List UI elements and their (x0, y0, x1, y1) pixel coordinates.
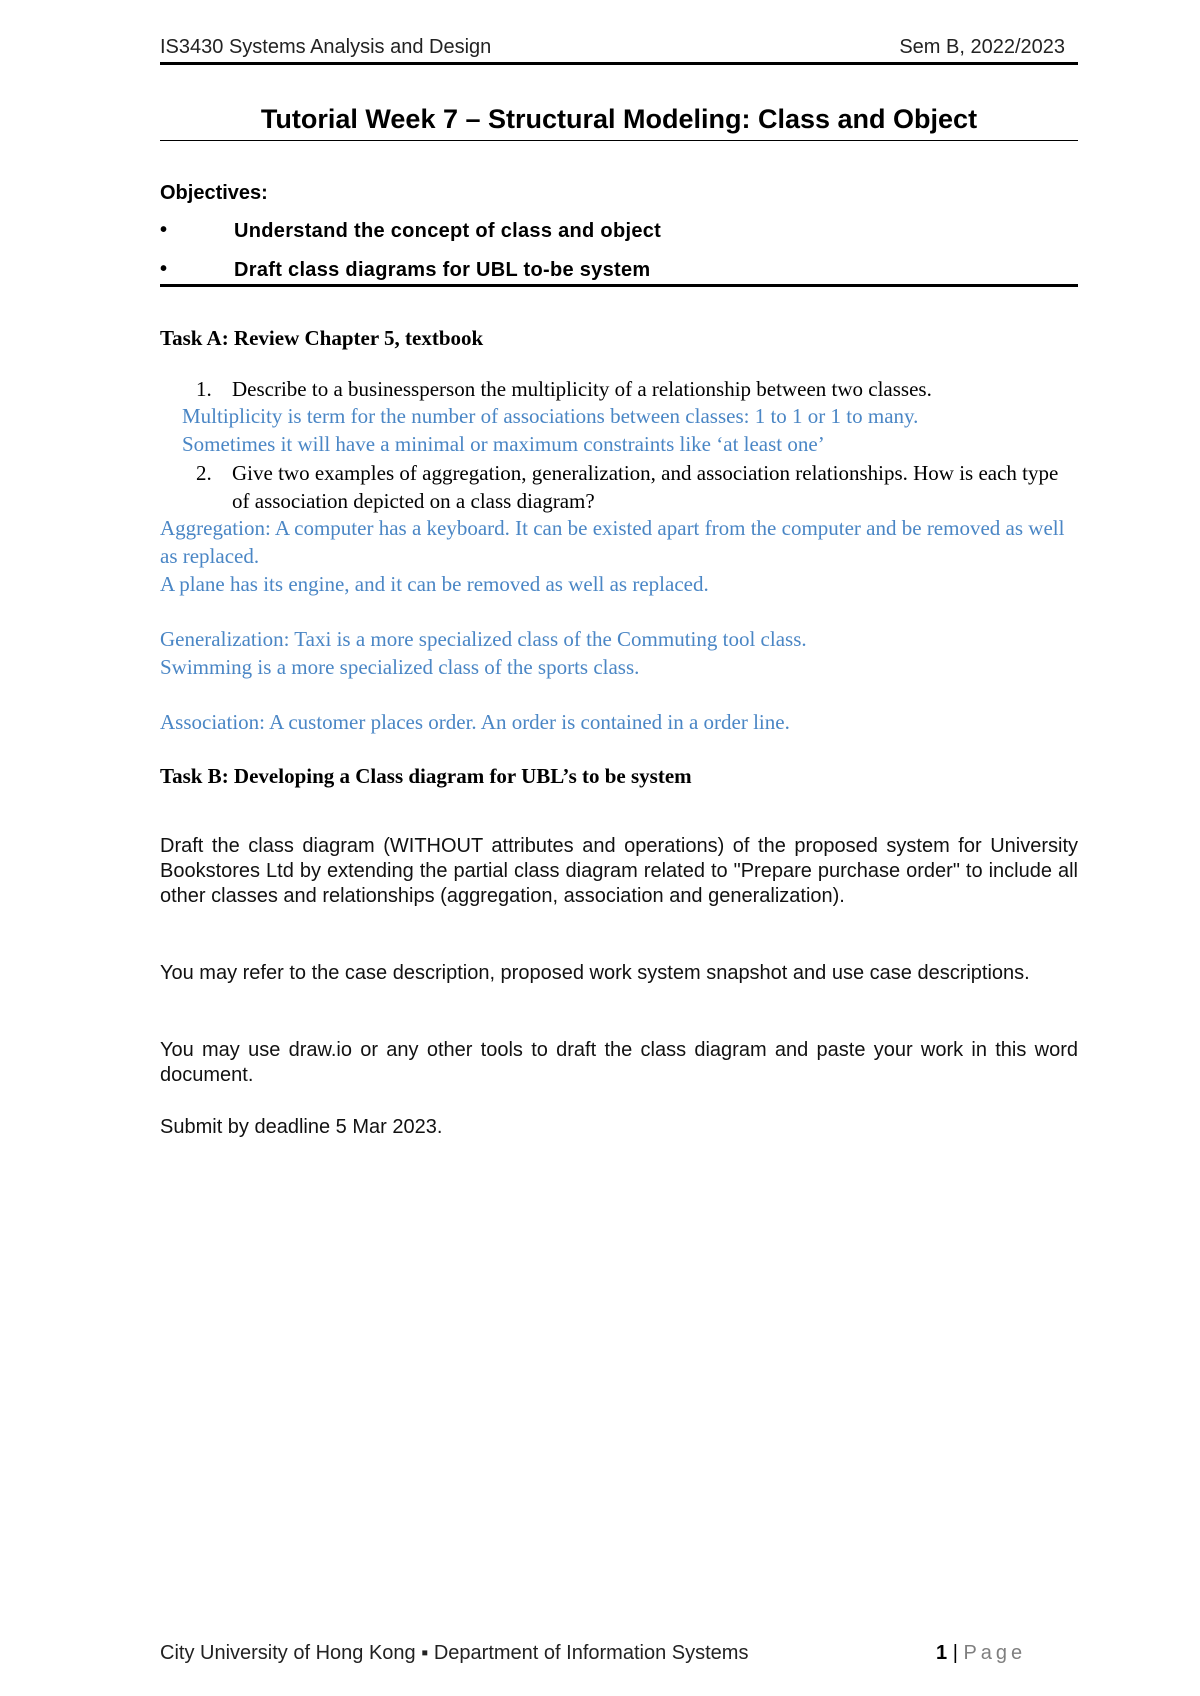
header-rule (160, 62, 1078, 65)
answer-line: Aggregation: A computer has a keyboard. It can be existed apart from the computer and be removed as well as replaced. (160, 516, 1065, 568)
objectives-rule (160, 284, 1078, 287)
page-number: 1 (936, 1642, 948, 1664)
task-a-heading: Task A: Review Chapter 5, textbook (160, 326, 484, 350)
answer-line: Swimming is a more specialized class of the sports class. (160, 655, 640, 679)
answer-line: Sometimes it will have a minimal or maximum constraints like ‘at least one’ (182, 432, 825, 456)
answer-association: Association: A customer places order. An order is contained in a order line. (160, 710, 790, 734)
task-b-paragraph: You may refer to the case description, proposed work system snapshot and use case descriptions. (160, 962, 1030, 984)
page-separator: | (952, 1642, 958, 1664)
objective-text: Understand the concept of class and object (234, 220, 662, 242)
title-underline (160, 140, 1078, 141)
task-b-deadline: Submit by deadline 5 Mar 2023. (160, 1116, 443, 1138)
bullet-icon: • (160, 219, 168, 241)
header-semester: Sem B, 2022/2023 (899, 36, 1065, 58)
footer-page-info (936, 1642, 1026, 1665)
task-b-paragraph: You may use draw.io or any other tools to draft the class diagram and paste your work in this word document. (160, 1039, 1078, 1086)
answer-line: A plane has its engine, and it can be removed as well as replaced. (160, 572, 709, 596)
question-text: Give two examples of aggregation, generalization, and association relationships. How is each type of association depicted on a class diagram? (232, 461, 1059, 513)
objective-text: Draft class diagrams for UBL to-be system (234, 259, 651, 281)
question-text: Describe to a businessperson the multiplicity of a relationship between two classes. (232, 377, 932, 401)
question-number: 2. (196, 461, 212, 485)
question-number: 1. (196, 377, 212, 401)
objectives-label: Objectives: (160, 182, 268, 204)
task-b-heading: Task B: Developing a Class diagram for UBL’s to be system (160, 764, 692, 788)
header-course: IS3430 Systems Analysis and Design (160, 36, 492, 58)
answer-line: Multiplicity is term for the number of associations between classes: 1 to 1 or 1 to many. (182, 404, 919, 428)
answer-generalization (160, 625, 1078, 681)
bullet-icon: • (160, 258, 168, 280)
document-title: Tutorial Week 7 – Structural Modeling: Class and Object (260, 104, 978, 134)
answer-aggregation (160, 514, 1078, 598)
footer-institution: City University of Hong Kong ▪ Department of Information Systems (160, 1642, 749, 1664)
answer-1 (182, 402, 1082, 458)
answer-line: Generalization: Taxi is a more specialized class of the Commuting tool class. (160, 627, 807, 651)
page-word: Page (963, 1642, 1027, 1664)
task-b-paragraph: Draft the class diagram (WITHOUT attributes and operations) of the proposed system for University Bookstores Ltd by extending the partial class diagram related to "Prepare purchase order" to include all other classes and relationships (aggregation, association and generalization). (160, 835, 1078, 907)
